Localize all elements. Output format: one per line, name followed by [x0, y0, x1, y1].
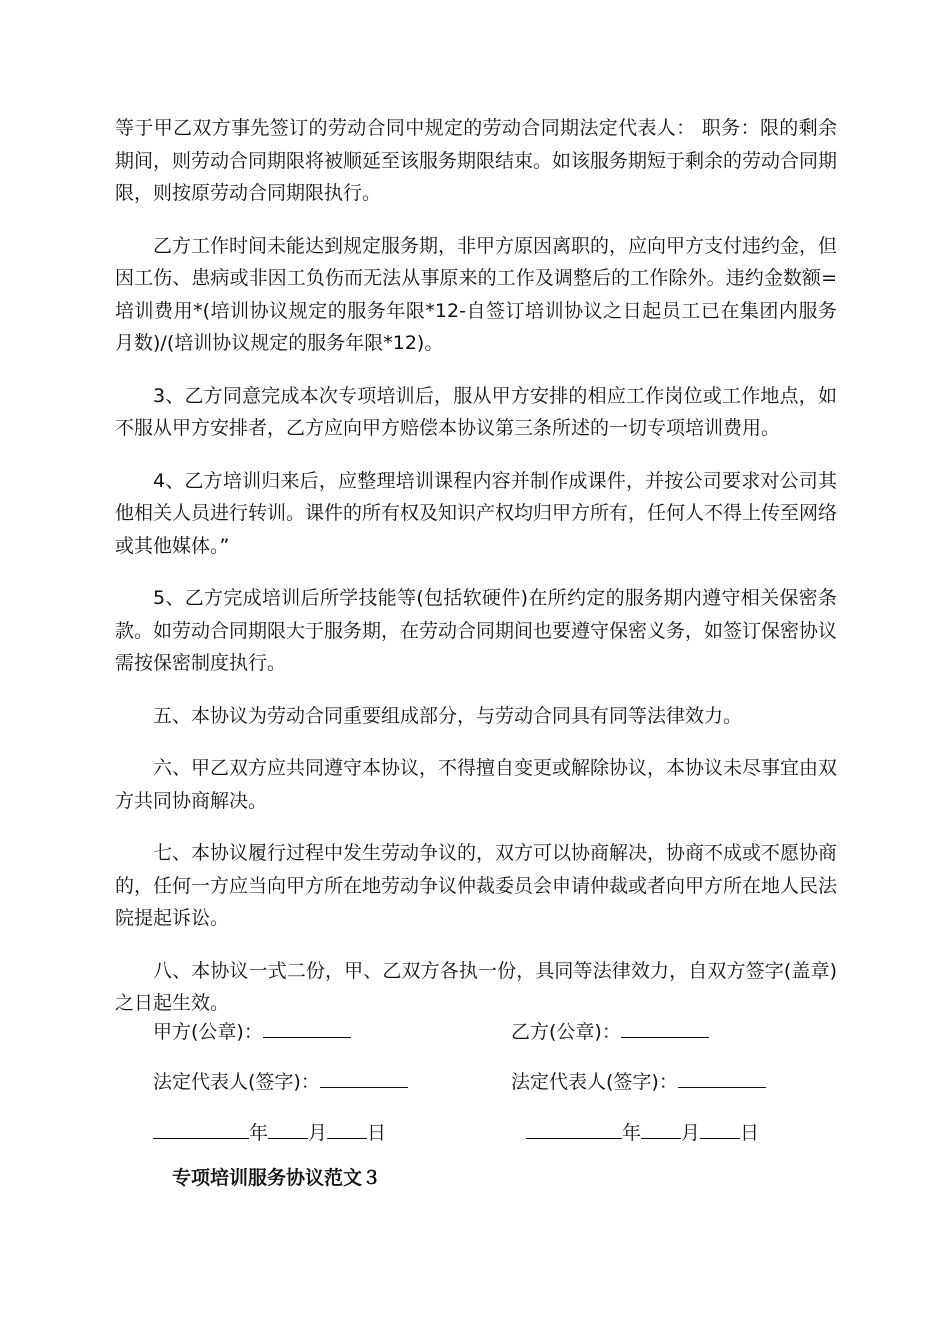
party-a-seal-label: 甲方(公章)： [153, 1021, 263, 1043]
section-heading: 专项培训服务协议范文３ [172, 1167, 382, 1189]
date-a-year-label: 年 [249, 1122, 269, 1144]
date-a-month-label: 月 [308, 1122, 328, 1144]
date-a-month-blank [268, 1116, 308, 1139]
paragraph-clause-five: 五、本协议为劳动合同重要组成部分，与劳动合同具有同等法律效力。 [153, 704, 743, 727]
party-b-seal-label: 乙方(公章)： [511, 1021, 621, 1043]
document-body [115, 112, 837, 1040]
legal-rep-a-line [153, 1067, 408, 1096]
paragraph-clause-5: 5、乙方完成培训后所学技能等(包括软硬件)在所约定的服务期内遵守相关保密条款。如劳动合同期限大于服务期，在劳动合同期间也要遵守保密义务，如签订保密协议需按保密制度执行。 [115, 587, 838, 674]
legal-rep-b-label: 法定代表人(签字)： [511, 1071, 678, 1093]
party-b-seal-blank [621, 1017, 709, 1038]
party-a-seal-line [153, 1017, 351, 1046]
legal-rep-b-line [511, 1067, 766, 1096]
date-line-b [526, 1116, 759, 1147]
date-b-year-blank [526, 1116, 622, 1139]
paragraph-clause-six: 六、甲乙双方应共同遵守本协议，不得擅自变更或解除协议，本协议未尽事宜由双方共同协商解决。 [115, 757, 838, 812]
legal-rep-a-blank [320, 1067, 408, 1088]
paragraph-clause-4: 4、乙方培训归来后，应整理培训课程内容并制作成课件，并按公司要求对公司其他相关人员进行转训。课件的所有权及知识产权均归甲方所有，任何人不得上传至网络或其他媒体。” [115, 469, 838, 557]
party-a-seal-blank [263, 1017, 351, 1038]
date-a-day-blank [327, 1116, 367, 1139]
paragraph-clause-3: 3、乙方同意完成本次专项培训后，服从甲方安排的相应工作岗位或工作地点，如不服从甲方安排者，乙方应向甲方赔偿本协议第三条所述的一切专项培训费用。 [115, 384, 837, 439]
paragraph-clause-eight: 八、本协议一式二份，甲、乙双方各执一份，具同等法律效力，自双方签字(盖章)之日起生效。 [115, 959, 837, 1014]
date-b-month-blank [641, 1116, 681, 1139]
date-b-day-blank [700, 1116, 740, 1139]
date-b-day-label: 日 [740, 1122, 760, 1144]
legal-rep-a-label: 法定代表人(签字)： [153, 1071, 320, 1093]
paragraph-clause-seven: 七、本协议履行过程中发生劳动争议的，双方可以协商解决，协商不成或不愿协商的，任何一方应当向甲方所在地劳动争议仲裁委员会申请仲裁或者向甲方所在地人民法院提起诉讼。 [115, 842, 838, 929]
date-line-a [153, 1116, 386, 1147]
date-a-year-blank [153, 1116, 249, 1139]
paragraph-penalty: 乙方工作时间未能达到规定服务期，非甲方原因离职的，应向甲方支付违约金，但因工伤、患病或非因工负伤而无法从事原来的工作及调整后的工作除外。违约金数额=培训费用*(培训协议规定的服务年限*12-自签订培训协议之日起员工已在集团内服务月数)/(培训协议规定的服务年限*12)。 [115, 234, 838, 354]
party-b-seal-line [511, 1017, 709, 1046]
legal-rep-b-blank [678, 1067, 766, 1088]
date-a-day-label: 日 [367, 1122, 387, 1144]
date-b-year-label: 年 [622, 1122, 642, 1144]
paragraph-service-period: 等于甲乙双方事先签订的劳动合同中规定的劳动合同期法定代表人： 职务：限的剩余期间，则劳动合同期限将被顺延至该服务期限结束。如该服务期短于剩余的劳动合同期限，则按原劳动合同期限执行。 [115, 117, 838, 204]
date-b-month-label: 月 [681, 1122, 701, 1144]
